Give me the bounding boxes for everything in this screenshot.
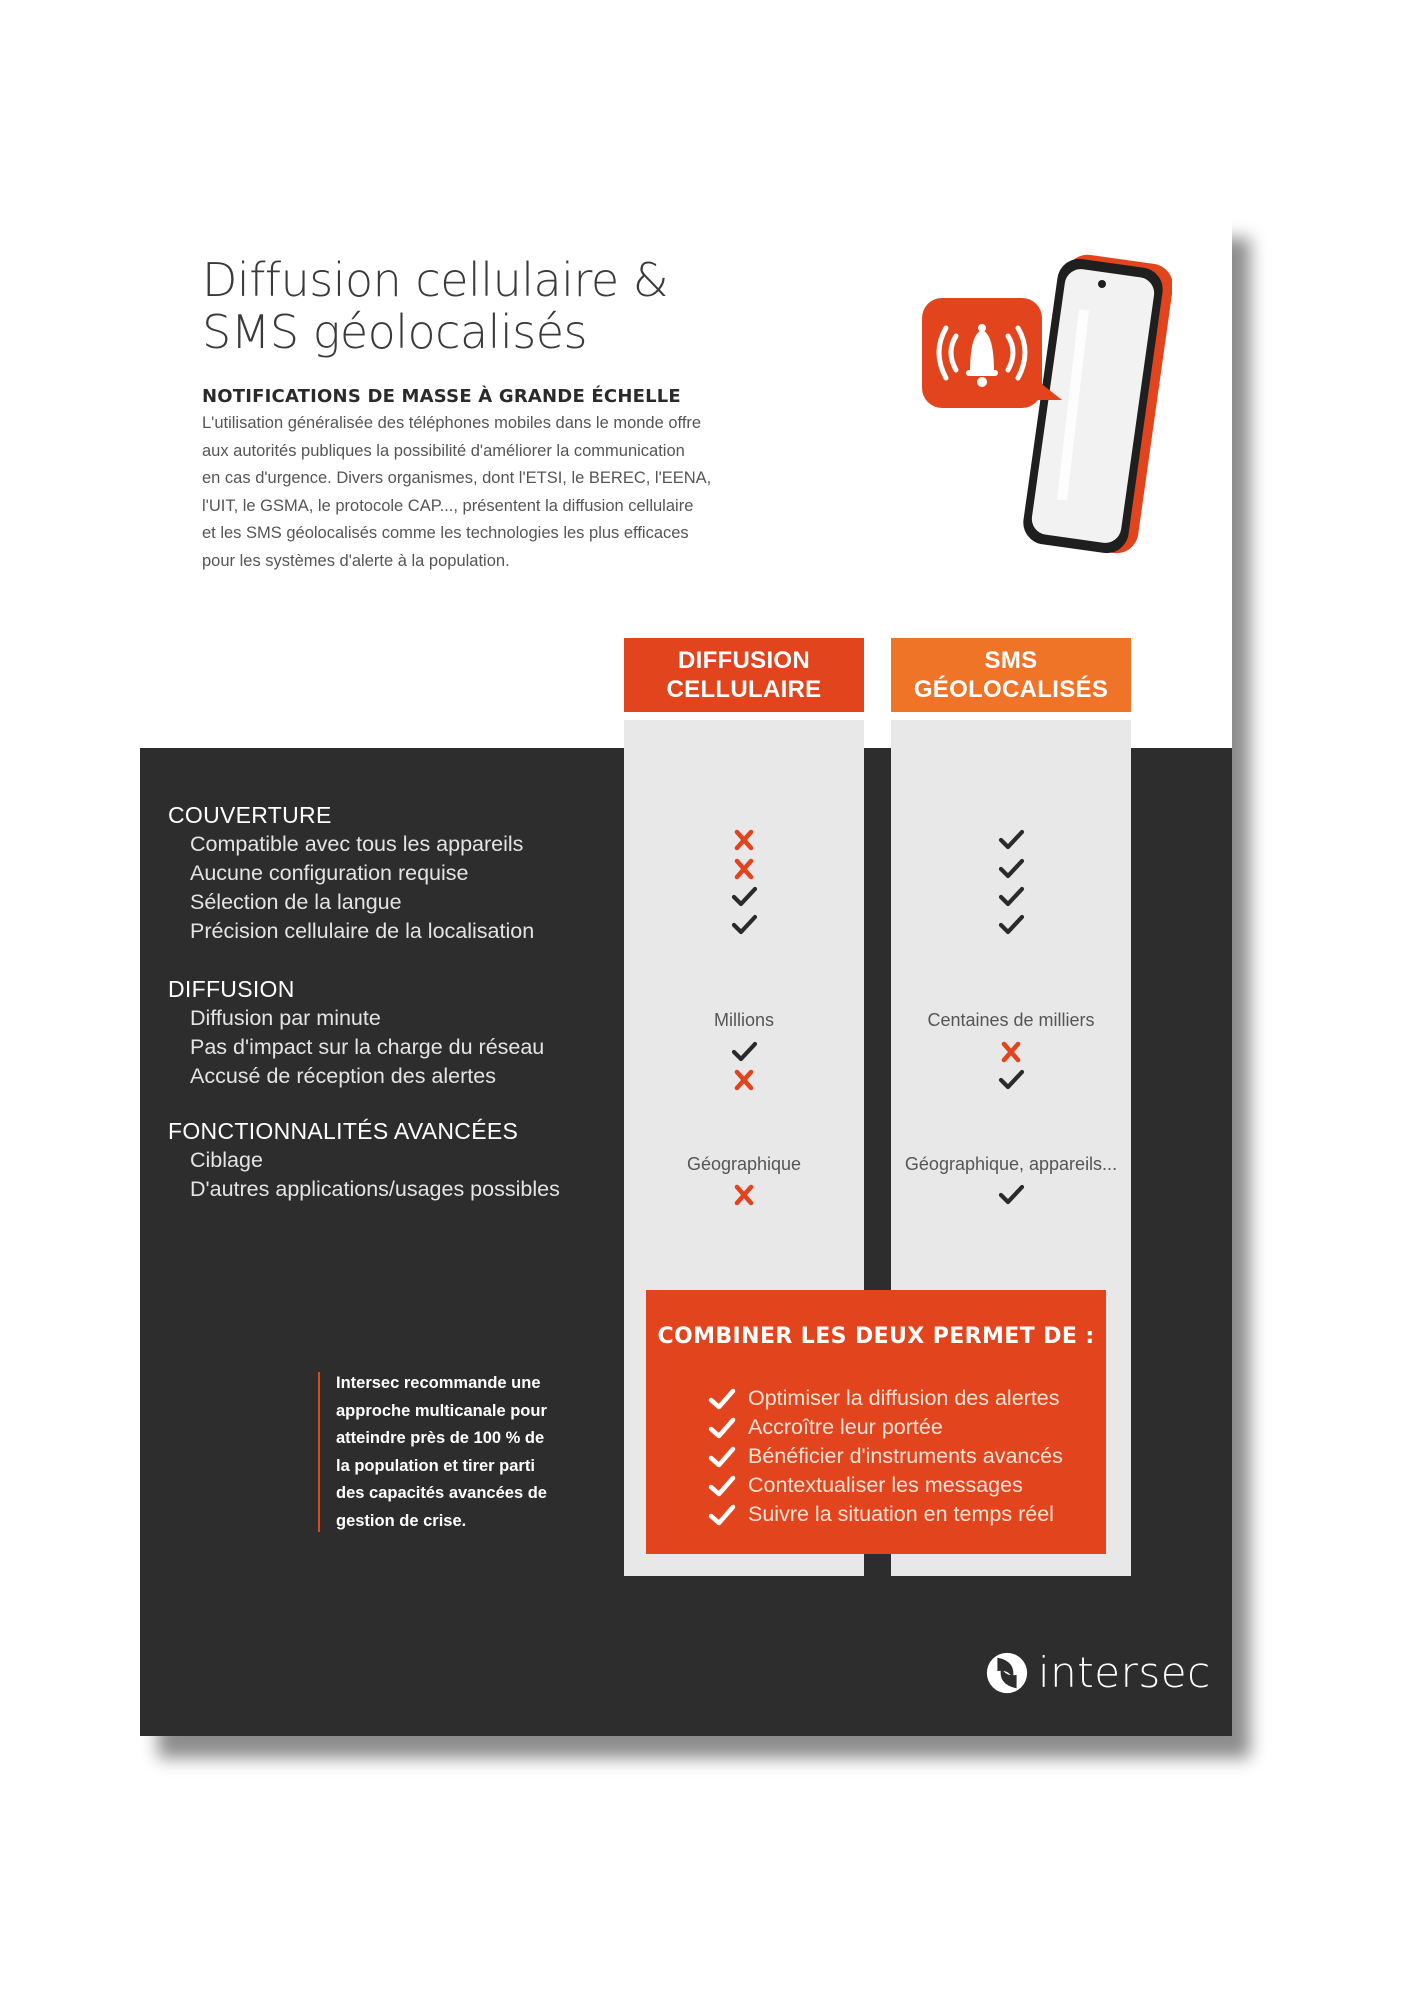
feature-label: Diffusion par minute — [190, 1006, 381, 1030]
feature-label: Aucune configuration requise — [190, 861, 469, 885]
intro-line: l'UIT, le GSMA, le protocole CAP..., présentent la diffusion cellulaire — [202, 496, 694, 515]
benefit-item — [708, 1386, 1060, 1411]
check-icon — [708, 1417, 736, 1439]
feature-label: Ciblage — [190, 1148, 263, 1172]
check-icon — [708, 1504, 736, 1526]
recommendation-line: approche multicanale pour — [336, 1401, 547, 1420]
phone-alert-icon — [912, 250, 1172, 560]
intro-line: et les SMS géolocalisés comme les technologies les plus efficaces — [202, 524, 689, 542]
check-icon — [996, 1183, 1026, 1207]
cross-icon — [729, 1068, 759, 1092]
recommendation-text — [336, 1370, 606, 1535]
feature-label: D'autres applications/usages possibles — [190, 1177, 560, 1201]
feature-label: Accusé de réception des alertes — [190, 1064, 496, 1088]
value-text: Géographique, appareils... — [904, 1154, 1118, 1174]
phone-alert-illustration — [912, 250, 1172, 560]
benefit-item — [708, 1415, 943, 1440]
page-title — [202, 254, 802, 358]
value-text: Géographique — [686, 1154, 802, 1174]
check-icon — [996, 857, 1026, 881]
cross-icon — [729, 857, 759, 881]
intro-line: aux autorités publiques la possibilité d'améliorer la communication — [202, 441, 685, 460]
benefit-label: Optimiser la diffusion des alertes — [748, 1386, 1060, 1410]
intro-line: pour les systèmes d'alerte à la population. — [202, 551, 510, 570]
cross-icon — [729, 828, 759, 852]
cross-icon — [996, 1040, 1026, 1064]
check-icon — [996, 828, 1026, 852]
benefit-item — [708, 1502, 1054, 1527]
intersec-logo — [984, 1648, 1211, 1697]
recommendation-accent-bar — [318, 1372, 320, 1532]
column-header-sms — [891, 638, 1131, 712]
value-text: Centaines de milliers — [927, 1010, 1095, 1030]
benefit-item — [708, 1473, 1023, 1498]
cross-icon — [729, 1183, 759, 1207]
check-icon — [708, 1475, 736, 1497]
check-icon — [708, 1388, 736, 1410]
recommendation-line: des capacités avancées de — [336, 1484, 547, 1502]
column-header-line: DIFFUSION — [677, 647, 811, 674]
section-subtitle: NOTIFICATIONS DE MASSE À GRANDE ÉCHELLE — [202, 386, 681, 407]
intersec-logo-wordmark: intersec — [1038, 1648, 1211, 1697]
value-text: Millions — [713, 1010, 774, 1030]
benefit-label: Bénéficier d'instruments avancés — [748, 1444, 1063, 1468]
intersec-logo-icon — [984, 1650, 1030, 1696]
feature-label: Sélection de la langue — [190, 890, 402, 914]
check-icon — [996, 913, 1026, 937]
section-title-diffusion: DIFFUSION — [168, 976, 295, 1002]
title-line-1: Diffusion cellulaire & — [202, 253, 669, 307]
column-header-line: GÉOLOCALISÉS — [913, 676, 1109, 703]
check-icon — [729, 913, 759, 937]
feature-label: Précision cellulaire de la localisation — [190, 919, 535, 943]
check-icon — [729, 885, 759, 909]
recommendation-line: gestion de crise. — [336, 1511, 467, 1530]
title-line-2: SMS géolocalisés — [202, 305, 587, 359]
recommendation-line: Intersec recommande une — [336, 1374, 541, 1392]
feature-label: Compatible avec tous les appareils — [190, 832, 524, 856]
check-icon — [708, 1446, 736, 1468]
column-header-cell-broadcast — [624, 638, 864, 712]
check-icon — [996, 885, 1026, 909]
combine-box — [646, 1290, 1106, 1554]
benefit-label: Contextualiser les messages — [748, 1473, 1023, 1497]
benefit-label: Suivre la situation en temps réel — [748, 1502, 1054, 1526]
column-header-line: CELLULAIRE — [666, 676, 822, 703]
feature-label: Pas d'impact sur la charge du réseau — [190, 1035, 545, 1059]
combine-title: COMBINER LES DEUX PERMET DE : — [657, 1324, 1095, 1349]
intro-line: L'utilisation généralisée des téléphones mobiles dans le monde offre — [202, 414, 702, 432]
check-icon — [729, 1040, 759, 1064]
column-header-line: SMS — [984, 647, 1038, 674]
benefit-item — [708, 1444, 1063, 1469]
intro-line: en cas d'urgence. Divers organismes, dont l'ETSI, le BEREC, l'EENA, — [202, 469, 712, 487]
check-icon — [996, 1068, 1026, 1092]
recommendation-line: la population et tirer parti — [336, 1456, 535, 1475]
benefit-label: Accroître leur portée — [748, 1415, 943, 1439]
section-title-couverture: COUVERTURE — [168, 802, 332, 828]
recommendation-line: atteindre près de 100 % de — [336, 1429, 545, 1447]
section-title-avancees: FONCTIONNALITÉS AVANCÉES — [168, 1118, 519, 1144]
intro-paragraph — [202, 410, 782, 575]
